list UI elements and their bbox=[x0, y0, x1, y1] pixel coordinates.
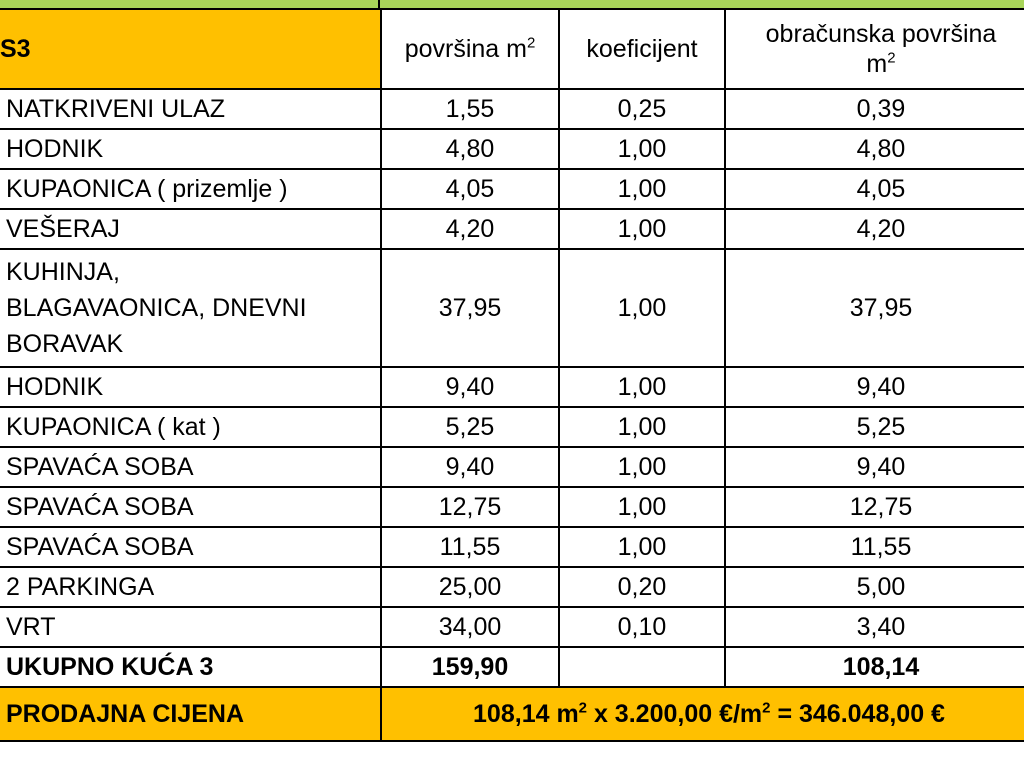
area-value: 1,55 bbox=[381, 89, 559, 129]
table-row bbox=[0, 567, 1024, 607]
total-label: UKUPNO KUĆA 3 bbox=[0, 647, 381, 687]
room-label: SPAVAĆA SOBA bbox=[0, 487, 381, 527]
price-sup-1: 2 bbox=[578, 699, 588, 717]
table-row bbox=[0, 407, 1024, 447]
room-label: VEŠERAJ bbox=[0, 209, 381, 249]
table-row bbox=[0, 209, 1024, 249]
total-row bbox=[0, 647, 1024, 687]
calc-value: 0,39 bbox=[725, 89, 1024, 129]
calc-value: 3,40 bbox=[725, 607, 1024, 647]
table-row bbox=[0, 367, 1024, 407]
price-formula bbox=[381, 687, 1024, 741]
coef-value: 0,10 bbox=[559, 607, 725, 647]
coef-value: 1,00 bbox=[559, 129, 725, 169]
calc-header-text: obračunska površina bbox=[765, 20, 997, 48]
room-label: VRT bbox=[0, 607, 381, 647]
area-value: 4,20 bbox=[381, 209, 559, 249]
area-value: 25,00 bbox=[381, 567, 559, 607]
calc-value: 11,55 bbox=[725, 527, 1024, 567]
room-label: SPAVAĆA SOBA bbox=[0, 527, 381, 567]
price-part-1: 108,14 m bbox=[473, 700, 579, 728]
price-part-3: = 346.048,00 € bbox=[770, 700, 945, 728]
calc-value: 4,80 bbox=[725, 129, 1024, 169]
calc-value: 37,95 bbox=[725, 249, 1024, 367]
coef-value: 0,25 bbox=[559, 89, 725, 129]
area-value: 4,80 bbox=[381, 129, 559, 169]
area-table-body bbox=[0, 9, 1024, 741]
total-coef-empty bbox=[559, 647, 725, 687]
area-value: 5,25 bbox=[381, 407, 559, 447]
coef-value: 1,00 bbox=[559, 487, 725, 527]
table-row bbox=[0, 447, 1024, 487]
room-label-line: BORAVAK bbox=[6, 330, 124, 358]
price-sup-2: 2 bbox=[762, 699, 771, 717]
calc-value: 9,40 bbox=[725, 447, 1024, 487]
room-label: 2 PARKINGA bbox=[0, 567, 381, 607]
coef-value: 0,20 bbox=[559, 567, 725, 607]
calc-value: 4,05 bbox=[725, 169, 1024, 209]
coef-value: 1,00 bbox=[559, 249, 725, 367]
calc-header-unit: m bbox=[866, 50, 888, 78]
price-row bbox=[0, 687, 1024, 741]
header-row bbox=[0, 9, 1024, 89]
calc-value: 5,25 bbox=[725, 407, 1024, 447]
coef-column-header: koeficijent bbox=[559, 9, 725, 89]
coef-value: 1,00 bbox=[559, 367, 725, 407]
coef-value: 1,00 bbox=[559, 407, 725, 447]
coef-value: 1,00 bbox=[559, 527, 725, 567]
room-label: KUPAONICA ( prizemlje ) bbox=[0, 169, 381, 209]
area-value: 12,75 bbox=[381, 487, 559, 527]
area-value: 34,00 bbox=[381, 607, 559, 647]
area-header-text: površina m bbox=[404, 35, 527, 63]
table-row bbox=[0, 129, 1024, 169]
room-label: SPAVAĆA SOBA bbox=[0, 447, 381, 487]
calc-header-sup: 2 bbox=[887, 49, 896, 67]
calc-value: 12,75 bbox=[725, 487, 1024, 527]
area-value: 9,40 bbox=[381, 447, 559, 487]
price-part-2: x 3.200,00 €/m bbox=[587, 700, 763, 728]
coef-value: 1,00 bbox=[559, 447, 725, 487]
calc-value: 9,40 bbox=[725, 367, 1024, 407]
area-value: 4,05 bbox=[381, 169, 559, 209]
total-calc: 108,14 bbox=[725, 647, 1024, 687]
calc-value: 4,20 bbox=[725, 209, 1024, 249]
room-label: KUPAONICA ( kat ) bbox=[0, 407, 381, 447]
area-header-sup: 2 bbox=[526, 34, 536, 52]
room-label: HODNIK bbox=[0, 129, 381, 169]
area-value: 11,55 bbox=[381, 527, 559, 567]
area-column-header bbox=[381, 9, 559, 89]
table-title: S3 bbox=[0, 9, 381, 89]
total-area: 159,90 bbox=[381, 647, 559, 687]
room-label-line: BLAGAVAONICA, DNEVNI bbox=[6, 294, 307, 322]
calc-column-header bbox=[725, 9, 1024, 89]
table-row bbox=[0, 89, 1024, 129]
table-row bbox=[0, 249, 1024, 367]
table-row bbox=[0, 527, 1024, 567]
price-label: PRODAJNA CIJENA bbox=[0, 687, 381, 741]
table-row bbox=[0, 487, 1024, 527]
area-value: 9,40 bbox=[381, 367, 559, 407]
coef-value: 1,00 bbox=[559, 169, 725, 209]
calc-value: 5,00 bbox=[725, 567, 1024, 607]
room-label: NATKRIVENI ULAZ bbox=[0, 89, 381, 129]
coef-value: 1,00 bbox=[559, 209, 725, 249]
room-label bbox=[0, 249, 381, 367]
room-label-line: KUHINJA, bbox=[6, 258, 120, 286]
table-row bbox=[0, 607, 1024, 647]
room-label: HODNIK bbox=[0, 367, 381, 407]
area-value: 37,95 bbox=[381, 249, 559, 367]
table-row bbox=[0, 169, 1024, 209]
area-table bbox=[0, 8, 1024, 742]
